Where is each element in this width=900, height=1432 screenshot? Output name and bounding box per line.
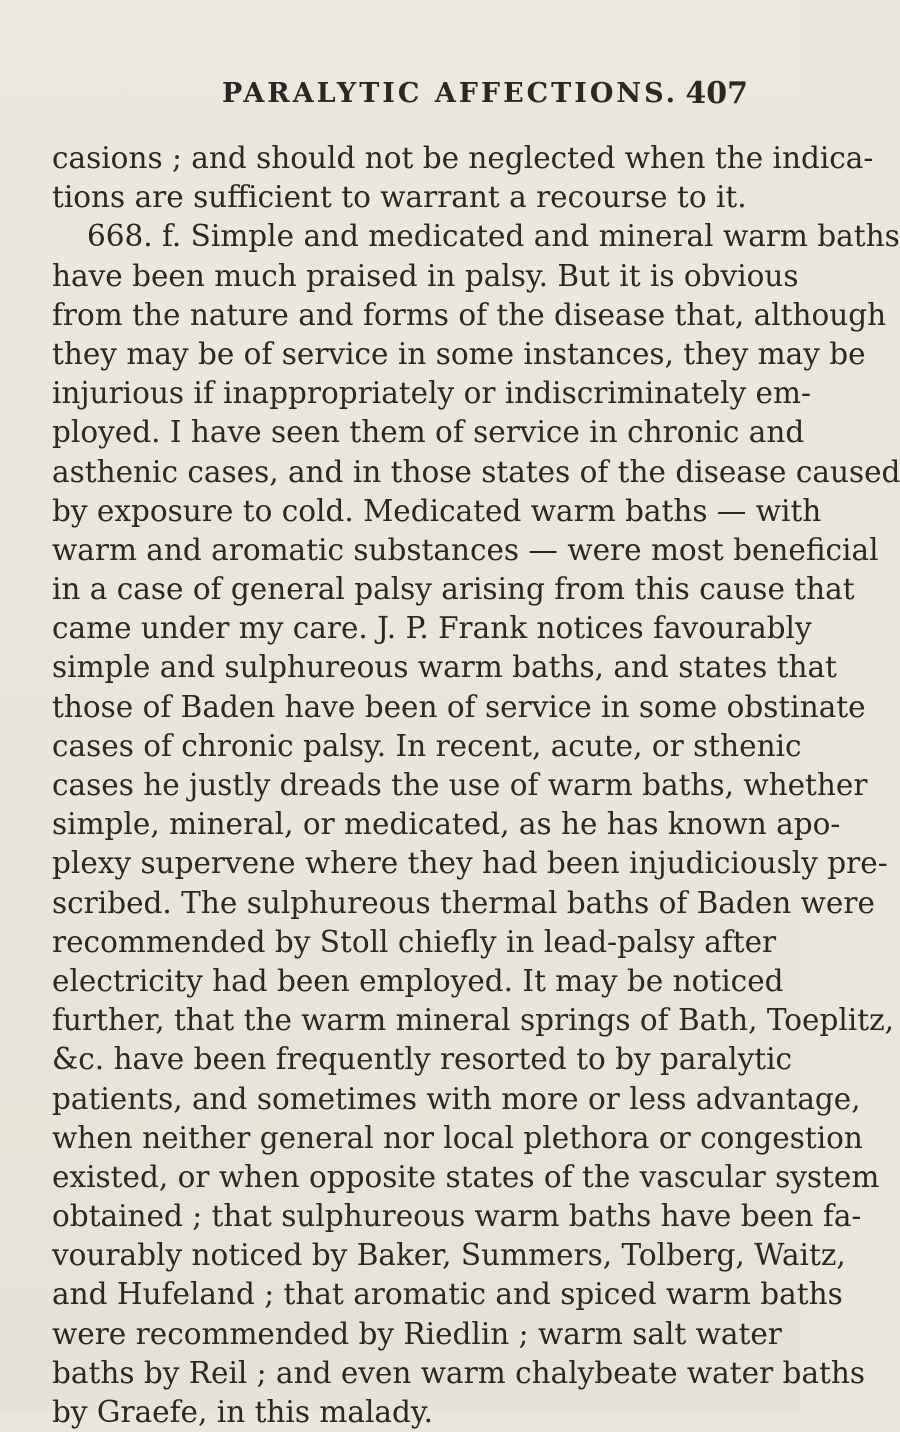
- text-line: casions ; and should not be neglected when the indica-: [52, 141, 874, 175]
- text-line: simple and sulphureous warm baths, and states that: [52, 650, 837, 685]
- text-line: electricity had been employed. It may be noticed: [52, 963, 784, 998]
- paragraph-start-line: 668. f. Simple and medicated and mineral warm baths: [87, 219, 900, 254]
- text-line: vourably noticed by Baker, Summers, Tolberg, Waitz,: [52, 1238, 846, 1273]
- text-line: baths by Reil ; and even warm chalybeate water baths: [52, 1355, 866, 1390]
- text-line: tions are sufficient to warrant a recourse to it.: [52, 180, 747, 215]
- text-line: by Graefe, in this malady.: [52, 1395, 433, 1429]
- text-line: cases of chronic palsy. In recent, acute, or sthenic: [52, 728, 802, 763]
- text-line: have been much praised in palsy. But it is obvious: [52, 258, 799, 293]
- text-line: &c. have been frequently resorted to by paralytic: [52, 1042, 793, 1077]
- text-line: warm and aromatic substances — were most beneficial: [52, 532, 879, 567]
- text-line: came under my care. J. P. Frank notices favourably: [52, 611, 812, 646]
- text-line: they may be of service in some instances, they may be: [52, 336, 866, 371]
- text-line: those of Baden have been of service in some obstinate: [52, 689, 866, 724]
- text-line: by exposure to cold. Medicated warm baths — with: [52, 493, 822, 528]
- text-line: in a case of general palsy arising from this cause that: [52, 572, 855, 607]
- text-line: scribed. The sulphureous thermal baths of Baden were: [52, 885, 875, 920]
- text-line: cases he justly dreads the use of warm baths, whether: [52, 768, 868, 802]
- body-text: [52, 139, 900, 1432]
- text-line: obtained ; that sulphureous warm baths have been fa-: [52, 1199, 862, 1234]
- page-header: [0, 78, 800, 118]
- page-number: 407: [685, 76, 748, 111]
- text-line: injurious if inappropriately or indiscriminately em-: [52, 376, 811, 411]
- text-line: and Hufeland ; that aromatic and spiced warm baths: [52, 1277, 843, 1312]
- text-line: existed, or when opposite states of the vascular system: [52, 1159, 880, 1194]
- text-line: were recommended by Riedlin ; warm salt water: [52, 1316, 782, 1351]
- text-line: plexy supervene where they had been injudiciously pre-: [52, 846, 888, 881]
- running-title: PARALYTIC AFFECTIONS.: [222, 78, 679, 109]
- text-line: recommended by Stoll chiefly in lead-palsy after: [52, 924, 777, 959]
- text-line: when neither general nor local plethora or congestion: [52, 1120, 863, 1155]
- text-line: ployed. I have seen them of service in chronic and: [52, 415, 805, 450]
- text-line: from the nature and forms of the disease that, although: [52, 297, 887, 332]
- text-line: further, that the warm mineral springs of Bath, Toeplitz,: [52, 1003, 894, 1038]
- text-line: asthenic cases, and in those states of the disease caused: [52, 454, 900, 489]
- text-line: simple, mineral, or medicated, as he has known apo-: [52, 807, 841, 842]
- text-line: patients, and sometimes with more or less advantage,: [52, 1081, 861, 1116]
